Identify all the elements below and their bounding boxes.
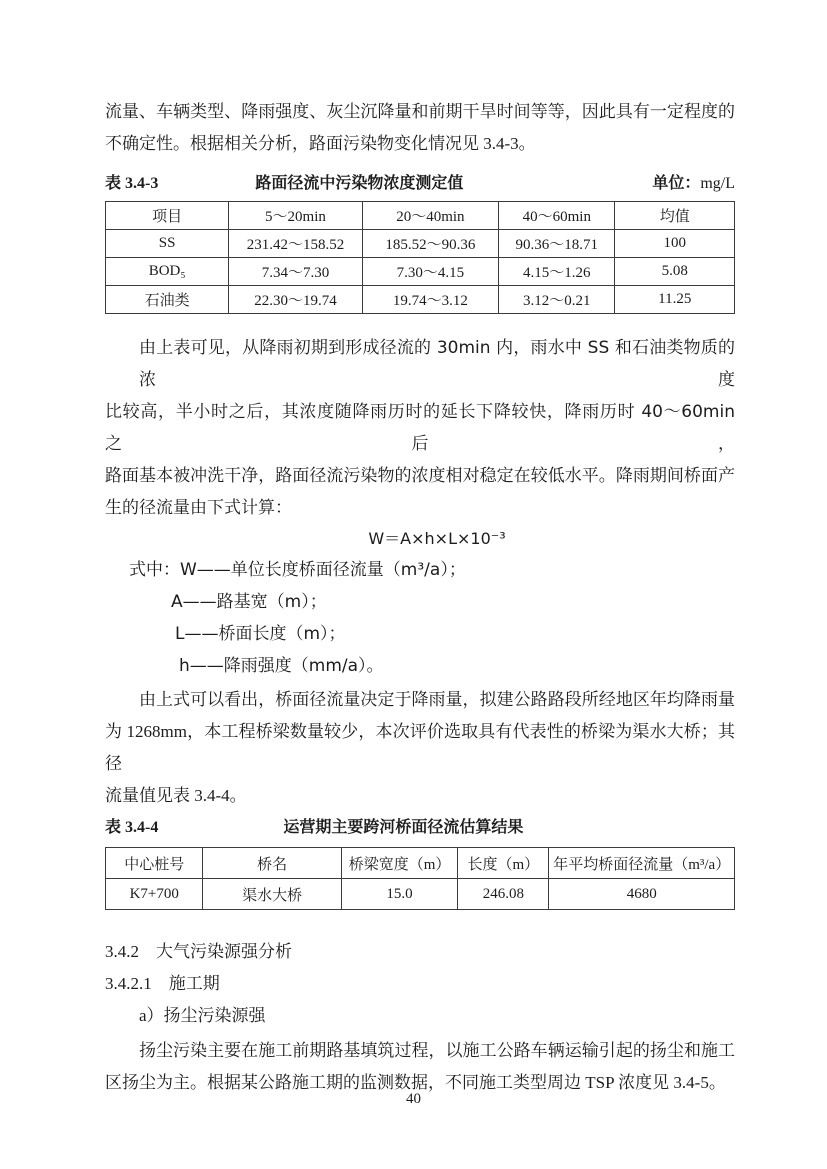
- text-line: 由上表可见，从降雨初期到形成径流的 30min 内，雨水中 SS 和石油类物质的浓度: [139, 338, 735, 390]
- list-item-a: a）扬尘污染源强: [139, 1006, 266, 1025]
- table-row: [106, 258, 735, 286]
- term-line: 式中：W——单位长度桥面径流量（m³/a）；: [129, 560, 466, 580]
- page-content: [105, 96, 735, 1099]
- table-3-4-3-caption: [105, 170, 735, 197]
- section-heading-3-4-2-1: 3.4.2.1 施工期: [105, 974, 220, 993]
- section-heading-3-4-2: 3.4.2 大气污染源强分析: [105, 942, 292, 961]
- term-line: A——路基宽（m）；: [171, 592, 327, 612]
- table-3-4-4-caption: [105, 814, 735, 841]
- caption-label: 表 3.4-3: [105, 175, 159, 192]
- text-line: 区扬尘为主。根据某公路施工期的监测数据，不同施工类型周边 TSP 浓度见 3.4-5。: [105, 1073, 726, 1092]
- table-cell: 100: [615, 230, 735, 258]
- table-cell: 90.36～18.71: [499, 230, 615, 258]
- text-line: 流量、车辆类型、降雨强度、灰尘沉降量和前期干旱时间等等，因此具有一定程度的: [105, 102, 735, 121]
- text-line: 不确定性。根据相关分析，路面污染物变化情况见 3.4-3。: [105, 134, 536, 153]
- table-cell: 11.25: [615, 286, 735, 314]
- text-line: 生的径流量由下式计算：: [105, 498, 292, 518]
- column-header: 均值: [615, 202, 735, 230]
- column-header: 5～20min: [229, 202, 362, 230]
- column-header: 中心桩号: [106, 848, 203, 879]
- page-number: 40: [406, 1091, 421, 1107]
- column-header: 长度（m）: [458, 848, 549, 879]
- paragraph-bridge-runoff: [105, 684, 735, 812]
- column-header: 桥梁宽度（m）: [341, 848, 457, 879]
- table-header-row: [106, 848, 735, 879]
- caption-title: 运营期主要跨河桥面径流估算结果: [283, 817, 524, 836]
- table-row: [106, 286, 735, 314]
- table-cell: 15.0: [341, 879, 457, 910]
- table-cell: 4680: [549, 879, 735, 910]
- text-line: 由上式可以看出，桥面径流量决定于降雨量，拟建公路路段所经地区年均降雨量: [139, 690, 735, 709]
- table-row: [106, 879, 735, 910]
- unit-value: mg/L: [700, 175, 735, 192]
- table-cell: 4.15～1.26: [499, 258, 615, 286]
- unit-label: 单位：: [652, 173, 701, 192]
- table-cell: 246.08: [458, 879, 549, 910]
- runoff-formula: W＝A×h×L×10⁻³: [368, 529, 506, 548]
- table-cell: 22.30～19.74: [229, 286, 362, 314]
- caption-unit: [652, 170, 735, 197]
- column-header: 项目: [106, 202, 229, 230]
- text-line: 扬尘污染主要在施工前期路基填筑过程，以施工公路车辆运输引起的扬尘和施工: [139, 1041, 735, 1060]
- text-line: 路面基本被冲洗干净，路面径流污染物的浓度相对稳定在较低水平。降雨期间桥面产: [105, 466, 735, 486]
- table-3-4-4: [105, 847, 735, 910]
- table-cell: 渠水大桥: [203, 879, 341, 910]
- table-cell: 5.08: [615, 258, 735, 286]
- paragraph-runoff-analysis: [105, 332, 735, 524]
- table-cell: SS: [106, 230, 229, 258]
- table-cell: 7.30～4.15: [362, 258, 498, 286]
- table-header-row: [106, 202, 735, 230]
- term-line: L——桥面长度（m）；: [175, 624, 346, 644]
- caption-title: 路面径流中污染物浓度测定值: [255, 173, 464, 192]
- formula-terms: [105, 554, 735, 682]
- table-row: [106, 230, 735, 258]
- table-cell: 185.52～90.36: [362, 230, 498, 258]
- table-cell: 19.74～3.12: [362, 286, 498, 314]
- caption-label: 表 3.4-4: [105, 819, 159, 836]
- table-cell: BOD₅: [106, 258, 229, 286]
- column-header: 20～40min: [362, 202, 498, 230]
- text-line: 为 1268mm，本工程桥梁数量较少，本次评价选取具有代表性的桥梁为渠水大桥；其径: [105, 722, 735, 773]
- table-cell: K7+700: [106, 879, 203, 910]
- term-line: h——降雨强度（mm/a）。: [179, 656, 384, 676]
- table-cell: 3.12～0.21: [499, 286, 615, 314]
- table-cell: 石油类: [106, 286, 229, 314]
- paragraph-pollutant-uncertainty: [105, 96, 735, 160]
- column-header: 40～60min: [499, 202, 615, 230]
- text-line: 流量值见表 3.4-4。: [105, 786, 247, 805]
- table-cell: 7.34～7.30: [229, 258, 362, 286]
- column-header: 桥名: [203, 848, 341, 879]
- table-3-4-3: [105, 201, 735, 314]
- column-header: 年平均桥面径流量（m³/a）: [549, 848, 735, 879]
- table-cell: 231.42～158.52: [229, 230, 362, 258]
- text-line: 比较高，半小时之后，其浓度随降雨历时的延长下降较快，降雨历时 40～60min 之后，: [105, 402, 735, 454]
